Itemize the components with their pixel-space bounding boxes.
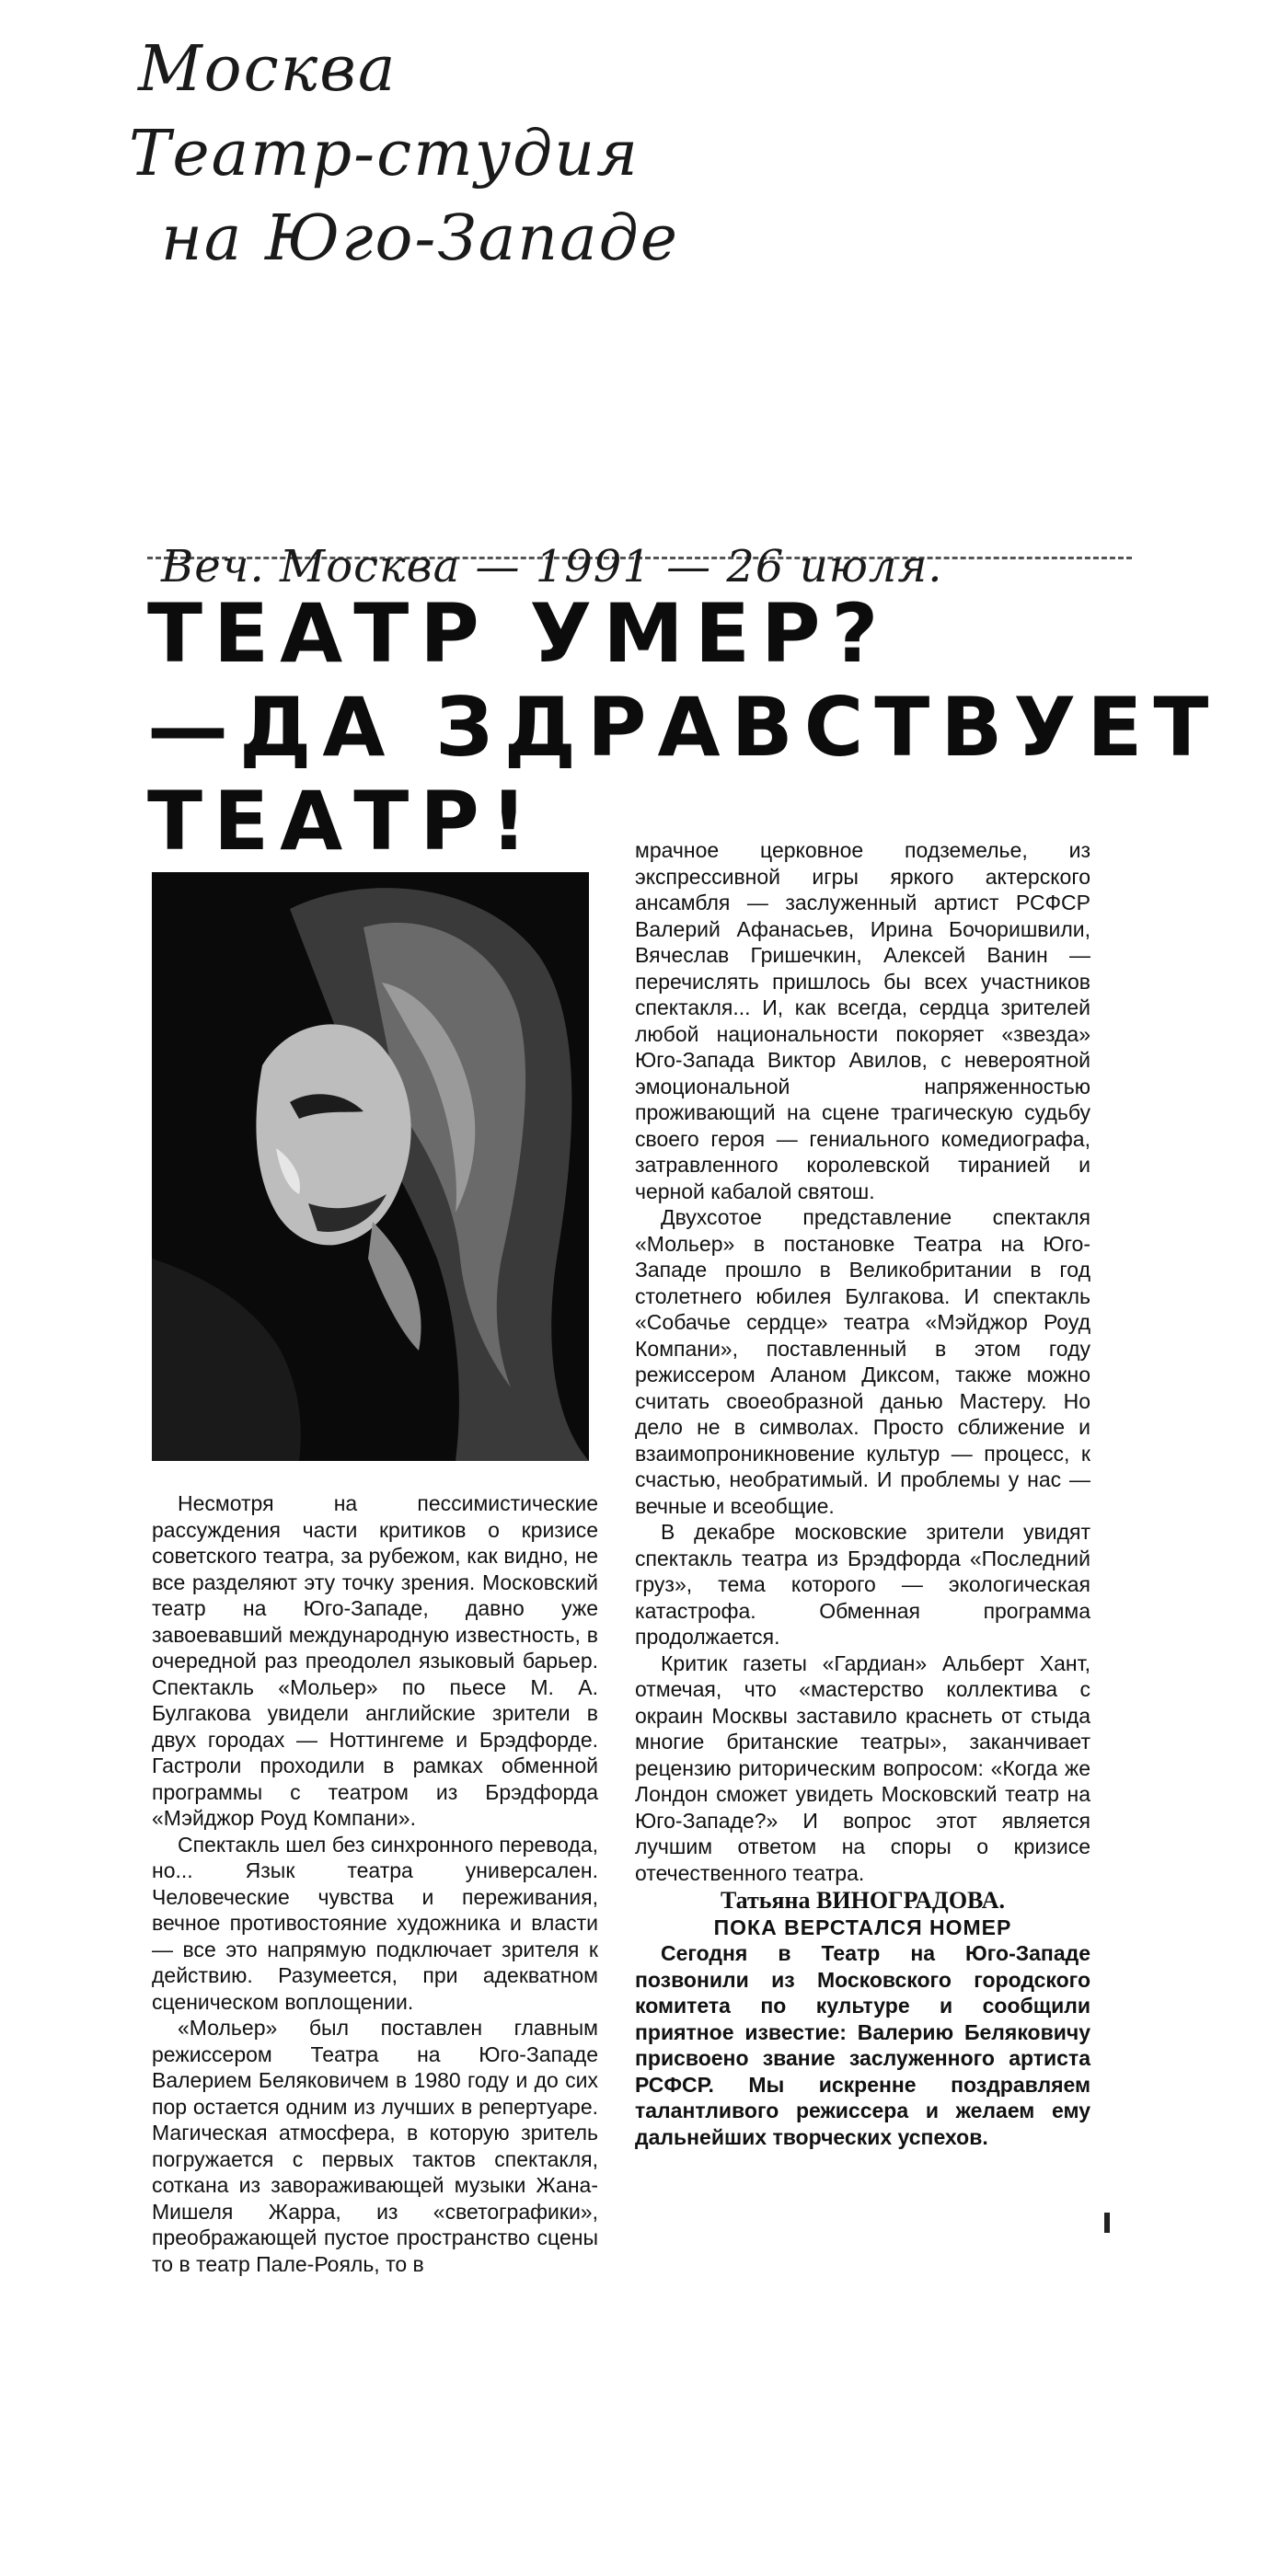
paragraph: В декабре московские зрители увидят спектакль театра из Брэдфорда «Последний груз», тема которого — экологическая катастрофа. Обменная программа продолжается. <box>635 1520 1090 1649</box>
headline-line-3: ТЕАТР! <box>147 774 538 868</box>
paragraph: мрачное церковное подземелье, из экспрессивной игры яркого актерского ансамбля — заслуженный артист РСФСР Валерий Афанасьев, Ирина Бочоришвили, Вячеслав Гришечкин, Алексей Ванин — перечислять пришлось бы всех участников спектакля... И, как всегда, сердца зрителей любой национальности покоряет «звезда» Юго-Запада Виктор Авилов, с невероятной эмоциональной напряженностью проживающий на сцене трагическую судьбу своего героя — гениального комедиографа, затравленного королевской тиранией и черной кабалой святош. <box>635 838 1090 1203</box>
paragraph: Спектакль шел без синхронного перевода, но... Язык театра универсален. Человеческие чувства и переживания, вечное противостояние художника и власти — все это напрямую подключает зрителя к действию. Разумеется, при адекватном сценическом воплощении. <box>152 1832 598 2014</box>
paragraph: Двухсотое представление спектакля «Мольер» в постановке Театра на Юго-Западе прошло в Великобритании в год столетнего юбилея Булгакова. И спектакль «Собачье сердце» театра «Мэйджор Роуд Компани», поставленный в этом году режиссером Аланом Диксом, также можно считать своеобразной данью Мастеру. Но дело не в символах. Просто сближение и взаимопроникновение культур — процесс, к счастью, необратимый. И проблемы у нас — вечные и всеобщие. <box>635 1205 1090 1518</box>
handwritten-line-city: Москва <box>138 33 398 106</box>
author-byline: Татьяна ВИНОГРАДОВА. <box>720 1887 1006 1914</box>
handwritten-line-theatre: Театр-студия <box>129 118 640 190</box>
article-column-left <box>152 1490 598 2277</box>
article-column-right <box>635 837 1090 2150</box>
paragraph: Несмотря на пессимистические рассуждения части критиков о кризисе советского театра, за рубежом, как видно, не все разделяют эту точку зрения. Московский театр на Юго-Западе, давно уже завоевавший международную известность, в очередной раз преодолел языковый барьер. Спектакль «Мольер» по пьесе М. А. Булгакова увидели английские зрители в двух городах — Ноттингеме и Брэдфорде. Гастроли проходили в рамках обменной программы с театром из Брэдфорда «Мэйджор Роуд Компани». <box>152 1491 598 1830</box>
handwritten-line-location: на Юго-Западе <box>161 202 679 275</box>
actor-photo <box>152 872 589 1461</box>
headline-line-2: —ДА ЗДРАВСТВУЕТ <box>147 680 1220 775</box>
stop-press-paragraph: Сегодня в Театр на Юго-Западе позвонили из Московского городского комитета по культуре и сообщили приятное известие: Валерию Беляковичу присвоено звание заслуженного артиста РСФСР. Мы искренне поздравляем талантливого режиссера и желаем ему дальнейших творческих успехов. <box>635 1941 1090 2149</box>
handwritten-note <box>129 28 782 282</box>
stop-press-subhead: ПОКА ВЕРСТАЛСЯ НОМЕР <box>713 1915 1012 1939</box>
actor-portrait-image <box>152 872 589 1461</box>
margin-mark <box>1104 2213 1110 2233</box>
paragraph: «Мольер» был поставлен главным режиссером Театра на Юго-Западе Валерием Беляковичем в 1980 году и до сих пор остается одним из лучших в репертуаре. Магическая атмосфера, в которую зритель погружается с первых тактов спектакля, сотканa из завораживающей музыки Жана-Мишеля Жарра, из «светографики», преображающей пустое пространство сцены то в театр Пале-Рояль, то в <box>152 2016 598 2276</box>
clipping-source-note: Веч. Москва — 1991 — 26 июля. <box>161 541 943 592</box>
article-headline <box>147 586 1220 868</box>
headline-line-1: ТЕАТР УМЕР? <box>147 586 890 681</box>
paragraph: Критик газеты «Гардиан» Альберт Хант, отмечая, что «мастерство коллектива с окраин Москвы заставило краснеть от стыда многие британские театры», заканчивает рецензию риторическим вопросом: «Когда же Лондон сможет увидеть Московский театр на Юго-Западе?» И вопрос этот является лучшим ответом на споры о кризисе отечественного театра. <box>635 1650 1090 1885</box>
